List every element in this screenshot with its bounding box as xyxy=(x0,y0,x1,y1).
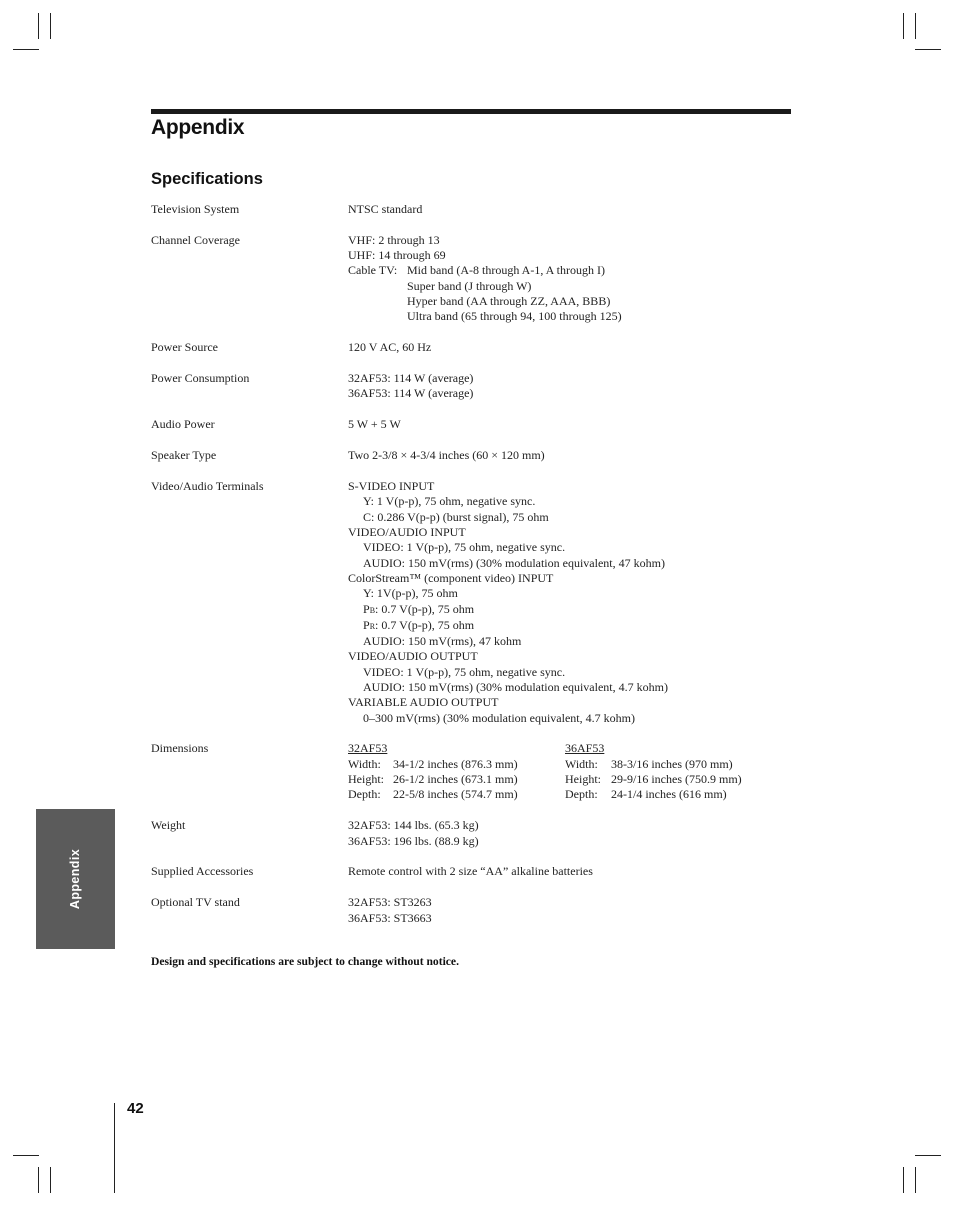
pb-value: : 0.7 V(p-p), 75 ohm xyxy=(375,601,475,616)
cable-band: Hyper band (AA through ZZ, AAA, BBB) xyxy=(407,294,611,309)
spec-line: 32AF53: 114 W (average) xyxy=(348,371,474,386)
dimension-line xyxy=(348,757,565,772)
spec-label: Supplied Accessories xyxy=(151,864,254,879)
spec-value xyxy=(348,479,791,726)
dimension-line xyxy=(565,787,782,802)
spec-row-channel-coverage xyxy=(151,233,791,325)
spec-value xyxy=(348,233,791,325)
uhf-range: UHF: 14 through 69 xyxy=(348,248,446,263)
specifications-table xyxy=(151,202,791,942)
side-tab-label: Appendix xyxy=(68,848,82,910)
spec-value: 5 W + 5 W xyxy=(348,417,401,432)
crop-mark xyxy=(915,1167,916,1193)
spec-row-power-consumption xyxy=(151,371,791,402)
terminal-heading: ColorStream™ (component video) INPUT xyxy=(348,570,554,585)
spec-line: VIDEO: 1 V(p-p), 75 ohm, negative sync. xyxy=(363,664,566,679)
pb-subscript: B xyxy=(369,605,376,615)
spec-line: 36AF53: ST3663 xyxy=(348,910,432,925)
dimension-value: 26-1/2 inches (673.1 mm) xyxy=(393,772,518,787)
spec-line: 32AF53: ST3263 xyxy=(348,895,432,910)
spec-row-audio-power xyxy=(151,417,791,432)
spec-row-power-source xyxy=(151,340,791,355)
crop-mark xyxy=(915,13,916,39)
spec-label: Channel Coverage xyxy=(151,232,240,247)
dimension-value: 29-9/16 inches (750.9 mm) xyxy=(611,772,742,787)
spec-line: C: 0.286 V(p-p) (burst signal), 75 ohm xyxy=(363,509,549,524)
footnote: Design and specifications are subject to change without notice. xyxy=(151,955,459,968)
dimension-line xyxy=(565,757,782,772)
dimensions-model-36af53 xyxy=(565,741,782,802)
crop-mark xyxy=(915,49,941,50)
terminal-heading: VIDEO/AUDIO INPUT xyxy=(348,525,466,540)
dimension-line xyxy=(565,772,782,787)
cable-tv-label: Cable TV: xyxy=(348,263,398,278)
vhf-range: VHF: 2 through 13 xyxy=(348,232,440,247)
spec-label: Power Consumption xyxy=(151,371,250,386)
crop-mark xyxy=(13,1155,39,1156)
crop-mark xyxy=(38,13,39,39)
crop-mark xyxy=(50,13,51,39)
spec-line: VIDEO: 1 V(p-p), 75 ohm, negative sync. xyxy=(363,540,566,555)
dimension-key: Width: xyxy=(565,756,598,771)
dimension-key: Height: xyxy=(348,772,384,787)
terminal-heading: VIDEO/AUDIO OUTPUT xyxy=(348,649,478,664)
spec-value: 120 V AC, 60 Hz xyxy=(348,340,432,355)
spec-label: Speaker Type xyxy=(151,448,217,463)
spec-value xyxy=(348,371,791,402)
terminal-heading: S-VIDEO INPUT xyxy=(348,479,435,494)
spec-row-speaker-type xyxy=(151,448,791,463)
spec-label: Television System xyxy=(151,202,240,216)
cable-band: Super band (J through W) xyxy=(407,278,532,293)
dimension-line xyxy=(348,787,565,802)
spec-row-television-system xyxy=(151,202,791,217)
dimension-key: Width: xyxy=(348,756,381,771)
spec-label: Audio Power xyxy=(151,417,215,432)
pr-value: : 0.7 V(p-p), 75 ohm xyxy=(375,617,475,632)
crop-mark xyxy=(50,1167,51,1193)
spec-row-accessories xyxy=(151,864,791,879)
spec-line: 32AF53: 144 lbs. (65.3 kg) xyxy=(348,818,479,833)
header-rule xyxy=(151,109,791,114)
cable-band: Mid band (A-8 through A-1, A through I) xyxy=(407,263,605,278)
pb-letter: P xyxy=(363,601,370,616)
spec-line: 36AF53: 114 W (average) xyxy=(348,386,474,401)
spec-value xyxy=(348,895,791,926)
page-number-rule xyxy=(114,1103,115,1193)
dimension-key: Depth: xyxy=(565,787,598,802)
crop-mark xyxy=(13,49,39,50)
dimension-value: 34-1/2 inches (876.3 mm) xyxy=(393,756,518,771)
pr-subscript: R xyxy=(369,621,376,631)
dimension-value: 22-5/8 inches (574.7 mm) xyxy=(393,787,518,802)
section-title: Specifications xyxy=(151,170,263,188)
spec-value: NTSC standard xyxy=(348,202,423,216)
dimensions-model-32af53 xyxy=(348,741,565,802)
model-name: 36AF53 xyxy=(565,741,605,756)
spec-line: Y: 1 V(p-p), 75 ohm, negative sync. xyxy=(363,494,536,509)
spec-line xyxy=(348,618,791,634)
cable-band: Ultra band (65 through 94, 100 through 125) xyxy=(407,309,622,324)
spec-line: Y: 1V(p-p), 75 ohm xyxy=(363,586,458,601)
crop-mark xyxy=(903,13,904,39)
page-title: Appendix xyxy=(151,116,245,139)
side-tab xyxy=(36,809,115,949)
spec-value xyxy=(348,818,791,849)
dimension-key: Height: xyxy=(565,772,601,787)
spec-row-dimensions xyxy=(151,741,791,802)
dimension-key: Depth: xyxy=(348,787,381,802)
spec-value: Two 2-3/8 × 4-3/4 inches (60 × 120 mm) xyxy=(348,448,545,463)
cable-tv-range xyxy=(348,263,791,324)
spec-line: 0–300 mV(rms) (30% modulation equivalent, 4.7 kohm) xyxy=(363,710,635,725)
cable-bands xyxy=(407,263,622,324)
spec-label: Dimensions xyxy=(151,741,209,756)
spec-line xyxy=(348,602,791,618)
dimension-value: 38-3/16 inches (970 mm) xyxy=(611,756,733,771)
dimension-line xyxy=(348,772,565,787)
dimension-value: 24-1/4 inches (616 mm) xyxy=(611,787,727,802)
spec-line: AUDIO: 150 mV(rms), 47 kohm xyxy=(363,634,522,649)
spec-line: AUDIO: 150 mV(rms) (30% modulation equivalent, 47 kohm) xyxy=(363,555,665,570)
spec-row-tv-stand xyxy=(151,895,791,926)
spec-label: Video/Audio Terminals xyxy=(151,479,264,494)
crop-mark xyxy=(903,1167,904,1193)
crop-mark xyxy=(915,1155,941,1156)
terminal-heading: VARIABLE AUDIO OUTPUT xyxy=(348,695,499,710)
spec-label: Optional TV stand xyxy=(151,895,240,910)
crop-mark xyxy=(38,1167,39,1193)
spec-line: AUDIO: 150 mV(rms) (30% modulation equivalent, 4.7 kohm) xyxy=(363,679,668,694)
spec-line: 36AF53: 196 lbs. (88.9 kg) xyxy=(348,833,479,848)
spec-label: Weight xyxy=(151,818,186,833)
spec-row-terminals xyxy=(151,479,791,726)
pr-letter: P xyxy=(363,617,370,632)
spec-value: Remote control with 2 size “AA” alkaline batteries xyxy=(348,864,593,879)
spec-row-weight xyxy=(151,818,791,849)
spec-label: Power Source xyxy=(151,340,218,355)
model-name: 32AF53 xyxy=(348,741,388,756)
page-number: 42 xyxy=(127,1100,144,1117)
spec-value xyxy=(348,741,791,802)
